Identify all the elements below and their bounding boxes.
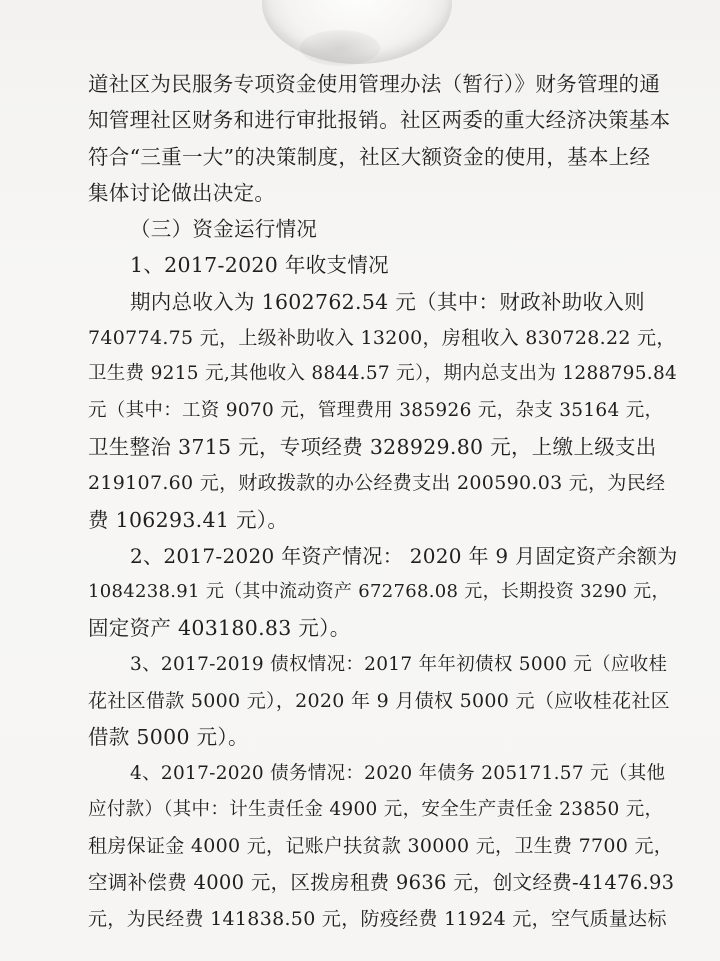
text-line: 借款 5000 元）。	[88, 725, 249, 750]
text-line: 符合“三重一大”的决策制度，社区大额资金的使用，基本上经	[88, 144, 651, 169]
subsection-heading: 4、2017-2020 债务情况：2020 年债务 205171.57 元（其他	[130, 762, 666, 784]
text-line: 道社区为民服务专项资金使用管理办法（暂行）》财务管理的通	[88, 72, 661, 96]
subsection-heading: 3、2017-2019 债权情况：2017 年年初债权 5000 元（应收桂	[130, 653, 668, 675]
subsection-heading: 2、2017-2020 年资产情况： 2020 年 9 月固定资产余额为	[130, 543, 678, 568]
section-heading: （三）资金运行情况	[130, 217, 318, 242]
text-line: 1084238.91 元（其中流动资产 672768.08 元，长期投资 3290 元，	[88, 581, 670, 603]
text-line: 租房保证金 4000 元，记账户扶贫款 30000 元，卫生费 7700 元，	[88, 835, 674, 858]
seal-shadow	[300, 30, 380, 66]
text-line: 期内总收入为 1602762.54 元（其中：财政补助收入则	[130, 289, 645, 314]
text-line: 元，为民经费 141838.50 元，防疫经费 11924 元，空气质量达标	[88, 907, 667, 930]
document-body	[88, 66, 678, 937]
text-line: 花社区借款 5000 元），2020 年 9 月债权 5000 元（应收桂花社区	[88, 690, 670, 713]
text-line: 固定资产 403180.83 元）。	[88, 616, 351, 641]
text-line: 元（其中：工资 9070 元，管理费用 385926 元，杂支 35164 元，	[88, 399, 664, 421]
text-line: 费 106293.41 元）。	[88, 507, 289, 532]
text-line: 卫生整治 3715 元，专项经费 328929.80 元，上缴上级支出	[88, 434, 657, 459]
subsection-heading: 1、2017-2020 年收支情况	[130, 253, 389, 278]
text-line: 740774.75 元，上级补助收入 13200，房租收入 830728.22 元，	[88, 327, 676, 350]
text-line: 集体讨论做出决定。	[88, 180, 276, 205]
text-line: 应付款）（其中：计生责任金 4900 元，安全生产责任金 23850 元，	[88, 798, 664, 820]
text-line: 卫生费 9215 元,其他收入 8844.57 元），期内总支出为 1288795.84	[88, 363, 678, 385]
text-line: 知管理社区财务和进行审批报销。社区两委的重大经济决策基本	[88, 108, 671, 133]
text-line: 219107.60 元，财政拨款的办公经费支出 200590.03 元，为民经	[88, 472, 666, 495]
text-line: 空调补偿费 4000 元，区拨房租费 9636 元，创文经费-41476.93	[88, 870, 675, 894]
